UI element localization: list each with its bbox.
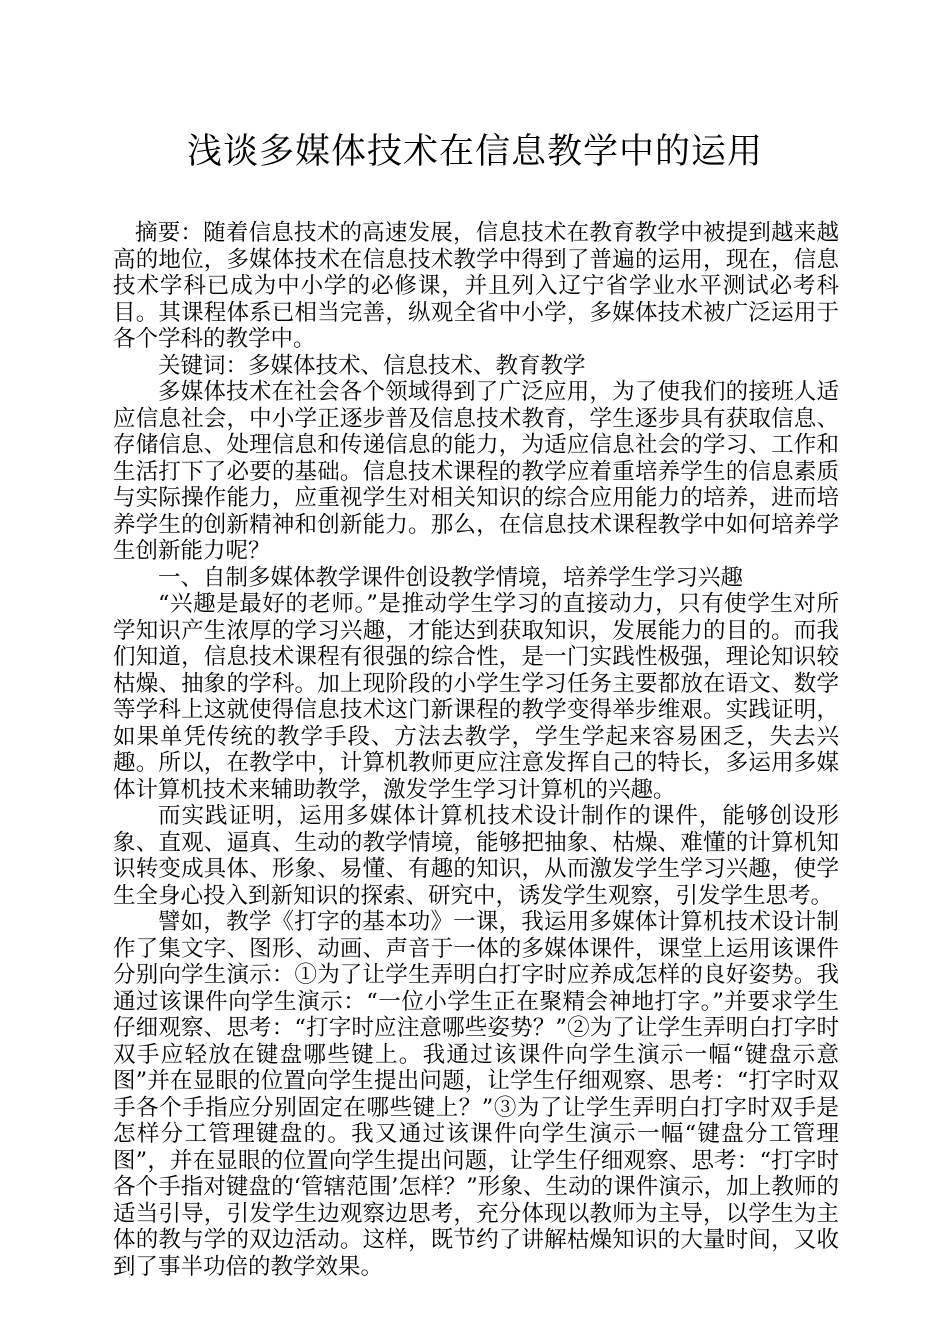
document-title: 浅谈多媒体技术在信息教学中的运用 — [186, 132, 763, 172]
abstract-paragraph: 摘要：随着信息技术的高速发展，信息技术在教育教学中被提到越来越高的地位，多媒体技术在信息技术教学中得到了普遍的运用，现在，信息技术学科已成为中小学的必修课，并且列入辽宁省学业水平测试必考科目。其课程体系已相当完善，纵观全省中小学，多媒体技术被广泛运用于各个学科的教学中。 — [113, 220, 839, 352]
body-paragraph-example: 譬如，教学《打字的基本功》一课，我运用多媒体计算机技术设计制作了集文字、图形、动画、声音于一体的多媒体课件，课堂上运用该课件分别向学生演示：①为了让学生弄明白打字时应养成怎样的良好姿势。我通过该课件向学生演示：“一位小学生正在聚精会神地打字。”并要求学生仔细观察、思考：“打字时应注意哪些姿势？”②为了让学生弄明白打字时双手应轻放在键盘哪些键上。我通过该课件向学生演示一幅“键盘示意图”并在显眼的位置向学生提出问题，让学生仔细观察、思考：“打字时双手各个手指应分别固定在哪些键上？”③为了让学生弄明白打字时双手是怎样分工管理键盘的。我又通过该课件向学生演示一幅“键盘分工管理图”，并在显眼的位置向学生提出问题，让学生仔细观察、思考：“打字时各个手指对键盘的‘管辖范围’怎样？”形象、生动的课件演示，加上教师的适当引导，引发学生边观察边思考，充分体现以教师为主导，以学生为主体的教与学的双边活动。这样，既节约了讲解枯燥知识的大量时间，又收到了事半功倍的教学效果。 — [113, 909, 839, 1280]
section-heading-1: 一、自制多媒体教学课件创设教学情境，培养学生学习兴趣 — [158, 564, 744, 591]
body-paragraph-intro: 多媒体技术在社会各个领域得到了广泛应用，为了使我们的接班人适应信息社会，中小学正逐步普及信息技术教育，学生逐步具有获取信息、存储信息、处理信息和传递信息的能力，为适应信息社会的学习、工作和生活打下了必要的基础。信息技术课程的教学应着重培养学生的信息素质与实际操作能力，应重视学生对相关知识的综合应用能力的培养，进而培养学生的创新精神和创新能力。那么，在信息技术课程教学中如何培养学生创新能力呢？ — [113, 379, 839, 564]
body-paragraph-practice: 而实践证明，运用多媒体计算机技术设计制作的课件，能够创设形象、直观、逼真、生动的教学情境，能够把抽象、枯燥、难懂的计算机知识转变成具体、形象、易懂、有趣的知识，从而激发学生学习兴趣，使学生全身心投入到新知识的探索、研究中，诱发学生观察，引发学生思考。 — [113, 803, 839, 909]
document-body — [113, 220, 839, 1280]
body-paragraph-interest: “兴趣是最好的老师。”是推动学生学习的直接动力，只有使学生对所学知识产生浓厚的学习兴趣，才能达到获取知识，发展能力的目的。而我们知道，信息技术课程有很强的综合性，是一门实践性极强，理论知识较枯燥、抽象的学科。加上现阶段的小学生学习任务主要都放在语文、数学等学科上这就使得信息技术这门新课程的教学变得举步维艰。实践证明，如果单凭传统的教学手段、方法去教学，学生学起来容易困乏，失去兴趣。所以，在教学中，计算机教师更应注意发挥自己的特长，多运用多媒体计算机技术来辅助教学，激发学生学习计算机的兴趣。 — [113, 591, 839, 803]
keywords-paragraph: 关键词：多媒体技术、信息技术、教育教学 — [158, 352, 586, 379]
